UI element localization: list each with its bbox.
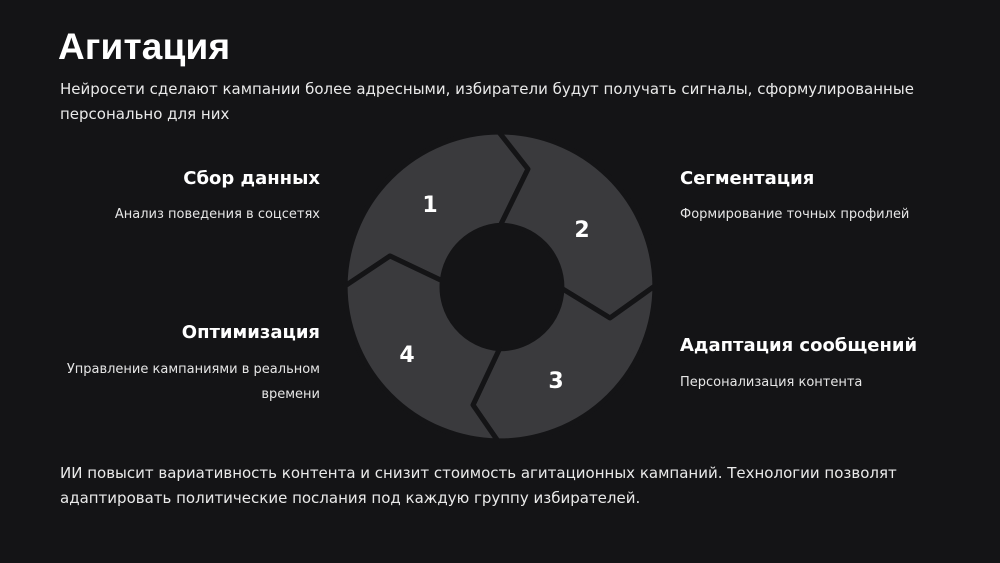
stage-4-description: Управление кампаниями в реальном времени bbox=[66, 362, 320, 402]
stage-4-title: Оптимизация bbox=[181, 322, 320, 343]
cycle-number-4: 4 bbox=[399, 343, 415, 368]
cycle-segments bbox=[345, 132, 655, 441]
stage-2-title: Сегментация bbox=[680, 168, 815, 189]
cycle-number-3: 3 bbox=[548, 369, 564, 394]
slide-footer: ИИ повысит вариативность контента и снизит стоимость агитационных кампаний. Технологии позволят адаптировать политические послания под каждую группу избирателей. bbox=[60, 464, 897, 507]
cycle-number-1: 1 bbox=[422, 193, 438, 218]
cycle-center bbox=[440, 227, 560, 347]
slide-title: Агитация bbox=[58, 26, 231, 67]
slide-subtitle: Нейросети сделают кампании более адресными, избиратели будут получать сигналы, сформулированные персонально для них bbox=[60, 80, 914, 123]
cycle-number-2: 2 bbox=[574, 218, 590, 243]
stage-1-description: Анализ поведения в соцсетях bbox=[114, 207, 320, 222]
stage-1-title: Сбор данных bbox=[183, 168, 320, 189]
stage-3-description: Персонализация контента bbox=[680, 375, 863, 390]
stage-2-description: Формирование точных профилей bbox=[680, 207, 910, 222]
stage-3-title: Адаптация сообщений bbox=[680, 335, 918, 356]
